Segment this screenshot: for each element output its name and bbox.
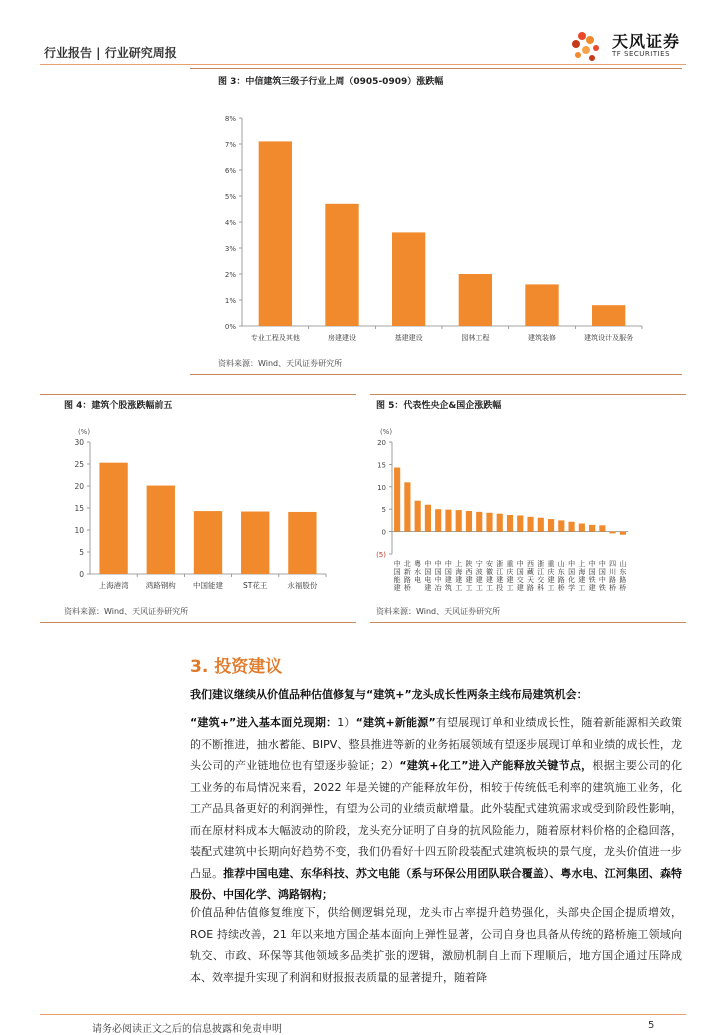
x-tick-label: 重庆建工: [547, 560, 555, 592]
y-tick-label: 20: [74, 482, 84, 491]
y-tick-label: 10: [377, 483, 386, 492]
para1-heading3: “建筑+化工”进入产能释放关键节点，: [399, 759, 593, 772]
x-tick-label: 安徽建工: [485, 560, 493, 592]
y-tick-label: 4%: [224, 219, 236, 227]
bar-4: [425, 505, 431, 532]
y-tick-label: 5: [381, 506, 386, 515]
para1-heading: “建筑+”进入基本面兑现期：: [190, 716, 338, 729]
y-tick-label: 10: [74, 526, 84, 535]
x-tick-label: 宁波建工: [475, 560, 483, 592]
brand-subtitle: TF SECURITIES: [612, 50, 671, 58]
brand-name: 天风证券: [612, 32, 681, 51]
paragraph-value-recovery: 价值品种估值修复维度下，供给侧逻辑兑现，龙头市占率提升趋势强化，头部央企国企提质增效，ROE 持续改善，21 年以来地方国企基本面向上弹性显著，公司自身也具备从传统的路桥施工领域向轨交、市政、环保等其他领域多品类扩张的逻辑，激励机制自上而下理顺后，地方国企通过压降成本、效率提升实现了利润和财报报表质量的显著提升，随着降: [190, 906, 682, 984]
x-tick-label: 四川路桥: [609, 560, 617, 592]
header-divider: [40, 64, 686, 65]
figure5-title: 图 5：代表性央企&国企涨跌幅: [376, 401, 502, 411]
bar-15: [538, 518, 544, 532]
figure5-chart: [370, 416, 686, 602]
y-tick-label: 15: [377, 461, 386, 470]
x-tick-label: 浙江建投: [496, 560, 504, 592]
y-tick-label: 6%: [224, 167, 236, 175]
bar-6: [445, 510, 451, 532]
figure4-chart: [40, 416, 356, 602]
para1-heading2: “建筑+新能源”: [355, 716, 436, 729]
footer-disclaimer: 请务必阅读正文之后的信息披露和免责申明: [92, 1024, 282, 1035]
bar-4: [241, 512, 269, 574]
x-tick-label: 粤水电: [414, 560, 422, 584]
bar-17: [558, 520, 564, 531]
x-tick-label: 上海港湾: [98, 581, 129, 590]
y-axis-label: (%): [77, 428, 91, 436]
section-lead: 我们建议继续从价值品种估值修复与“建筑+”龙头成长性两条主线布局建筑机会：: [190, 688, 588, 701]
bar-16: [548, 519, 554, 532]
bar-3: [415, 501, 421, 532]
y-tick-label: 15: [74, 504, 84, 513]
x-tick-label: 中国化学: [568, 560, 576, 592]
figure4-top-rule: [40, 394, 356, 395]
x-tick-label: 园林工程: [461, 334, 490, 342]
bar-2: [404, 482, 410, 531]
bar-5: [525, 284, 558, 326]
bar-18: [568, 522, 574, 532]
figure4-svg: [40, 416, 356, 602]
x-tick-label: 北新路桥: [403, 560, 411, 592]
bar-13: [517, 515, 523, 531]
footer-divider: [40, 1014, 686, 1015]
x-tick-label: 中国电建: [424, 560, 432, 592]
x-tick-label: 中国交建: [516, 560, 524, 592]
para1-text-c: 根据主要公司的化工业务的布局情况来看，2022 年是关键的产能释放年份，相较于传统低毛利率的建筑施工业务，化工产品具备更好的利润弹性，有望为公司的业绩贡献增量。此外装配式建筑需求或受到阶段性影响，而在原材料成本大幅波动的阶段，龙头充分证明了自身的抗风险能力，随着原材料价格的企稳回落，装配式建筑中长期向好趋势不变，我们仍看好十四五阶段装配式建筑板块的景气度，龙头价值进一步凸显。: [190, 759, 683, 880]
bar-1: [394, 468, 400, 532]
figure5-bottom-rule: [370, 622, 686, 623]
x-tick-label: 重庆建工: [506, 560, 514, 592]
bar-6: [592, 305, 625, 326]
x-tick-label: 中国中冶: [434, 560, 442, 592]
bar-5: [435, 509, 441, 531]
x-tick-label: 中国能建: [193, 581, 223, 590]
figure5-svg: [370, 416, 686, 602]
figure3-top-rule: [190, 68, 682, 69]
header-report-type: 行业报告 | 行业研究周报: [44, 46, 177, 60]
figure5-top-rule: [370, 394, 686, 395]
x-tick-label: 鸿路钢构: [145, 581, 176, 590]
paragraph-building-plus: [190, 712, 682, 906]
y-tick-label: 2%: [224, 271, 236, 279]
y-tick-label: 5%: [224, 193, 236, 201]
section-title: 3. 投资建议: [190, 657, 283, 677]
y-tick-label: 0%: [224, 323, 236, 331]
x-tick-label: 山东路桥: [619, 560, 627, 592]
x-tick-label: 建筑装修: [528, 334, 556, 342]
figure3-bottom-rule: [190, 374, 682, 375]
y-tick-label: 5: [79, 548, 84, 557]
para1-recommend: 推荐中国电建、东华科技、苏文电能（系与环保公用团队联合覆盖）、粤水电、江河集团、森特股份、中国化学、鸿路钢构；: [190, 866, 682, 901]
bar-9: [476, 512, 482, 532]
x-tick-label: 上海建工: [455, 560, 463, 592]
y-tick-label: 30: [74, 438, 84, 447]
figure3-svg: [190, 92, 682, 352]
x-tick-label: 山东路桥: [557, 560, 565, 592]
x-tick-label: 建筑设计及服务: [584, 334, 634, 342]
figure4-bottom-rule: [40, 622, 356, 623]
bar-10: [486, 513, 492, 532]
figure3-source: 资料来源：Wind、天风证券研究所: [218, 359, 343, 368]
bar-7: [456, 510, 462, 532]
bar-3: [194, 511, 222, 574]
bar-5: [288, 512, 316, 574]
y-tick-label: 8%: [224, 115, 236, 123]
y-axis-label: (%): [379, 428, 393, 436]
x-tick-label: 浙江交科: [537, 560, 545, 592]
figure4-title: 图 4：建筑个股涨跌幅前五: [64, 401, 173, 411]
y-tick-label: (5): [376, 551, 386, 559]
y-tick-label: 7%: [224, 141, 236, 149]
bar-4: [459, 274, 492, 326]
x-tick-label: 上海建工: [578, 560, 586, 592]
bar-2: [147, 486, 175, 574]
x-tick-label: 中国能建: [393, 560, 401, 592]
bar-3: [392, 232, 425, 326]
x-tick-label: 基建建设: [394, 334, 423, 342]
x-tick-label: ST花王: [243, 581, 268, 590]
y-tick-label: 25: [74, 460, 84, 469]
bar-11: [497, 514, 503, 532]
x-tick-label: 专业工程及其他: [250, 334, 300, 342]
figure3-title: 图 3：中信建筑三级子行业上周（0905-0909）涨跌幅: [218, 77, 444, 87]
x-tick-label: 中国中铁: [598, 560, 606, 592]
page-number: 5: [648, 1020, 655, 1031]
x-tick-label: 房建建设: [328, 334, 356, 342]
y-tick-label: 20: [377, 439, 386, 447]
bar-21: [599, 525, 605, 531]
figure4-source: 资料来源：Wind、天风证券研究所: [64, 607, 189, 616]
figure5-source: 资料来源：Wind、天风证券研究所: [376, 607, 501, 616]
bar-20: [589, 525, 595, 532]
para1-text-a: 1）: [337, 716, 356, 729]
y-tick-label: 1%: [224, 297, 236, 305]
bar-12: [507, 515, 513, 532]
figure3-chart: [190, 92, 682, 352]
x-tick-label: 西藏天路: [527, 560, 535, 592]
para1-text-b: 有望展现订单和业绩成长性，随着新能源相关政策的不断推进，抽水蓄能、BIPV、整县推进等新的业务拓展领域有望逐步展现订单和业绩的成长性，龙头公司的产业链地位也有望逐步验证；2）: [190, 716, 682, 772]
x-tick-label: 中国铁建: [588, 560, 596, 592]
y-tick-label: 3%: [224, 245, 236, 253]
bar-22: [610, 532, 616, 534]
bar-1: [259, 141, 292, 326]
bar-19: [579, 524, 585, 532]
bar-1: [99, 463, 127, 574]
bar-14: [527, 517, 533, 532]
x-tick-label: 永福股份: [287, 581, 318, 590]
y-tick-label: 0: [79, 570, 84, 579]
x-tick-label: 陕西建工: [465, 560, 473, 592]
bar-23: [620, 532, 626, 535]
bar-8: [466, 511, 472, 532]
bar-2: [325, 204, 358, 326]
x-tick-label: 中国建筑: [444, 560, 452, 592]
y-tick-label: 0: [381, 528, 386, 537]
